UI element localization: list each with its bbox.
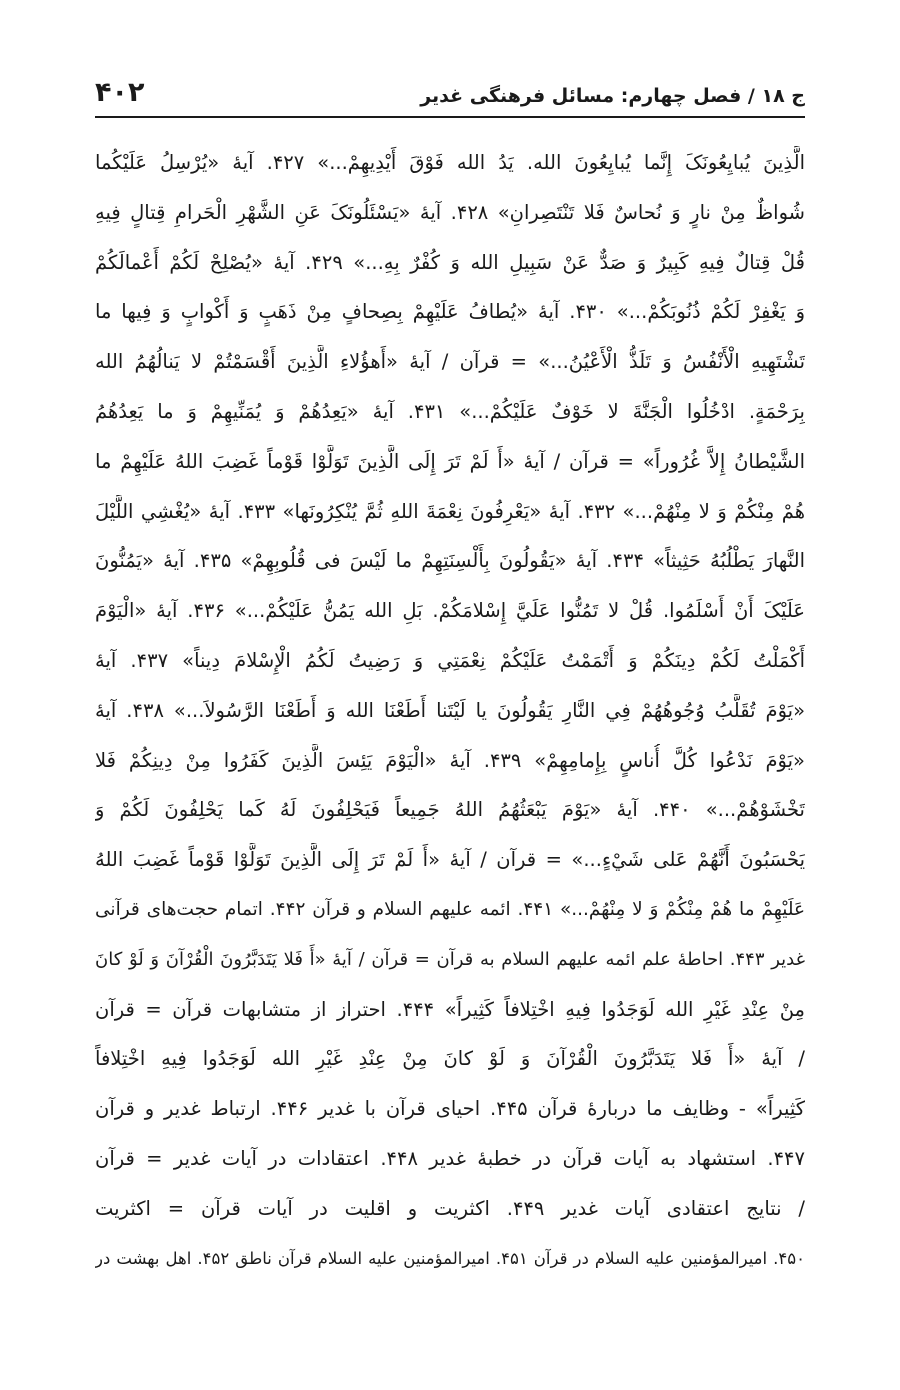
text-line: / نتایج اعتقادی آیات غدیر ۴۴۹. اکثریت و اقلیت در آیات قرآن = اکثریت xyxy=(95,1196,805,1220)
running-header-title: ج ۱۸ / فصل چهارم: مسائل فرهنگی غدیر xyxy=(420,85,805,107)
text-line: ۴۴۷. استشهاد به آیات قرآن در خطبۀ غدیر ۴۴۸. اعتقادات در آیات غدیر = قرآن xyxy=(95,1146,805,1170)
text-line: عَلَيْکَ أَنْ أَسْلَمُوا. قُلْ لا تَمُنُّوا عَلَيَّ إِسْلامَكُمْ. بَلِ الله يَمُنُّ عَلَيْكُمْ...» ۴۳۶. آيۀ «الْيَوْمَ xyxy=(95,599,805,623)
text-line: / آيۀ «أَ فَلا يَتَدَبَّرُونَ الْقُرْآنَ وَ لَوْ كانَ مِنْ عِنْدِ غَيْرِ الله لَوَجَدُوا فِيهِ اخْتِلافاً xyxy=(95,1047,805,1071)
text-line: شُواظٌ مِنْ نارٍ وَ نُحاسٌ فَلا تَنْتَصِرانِ» ۴۲۸. آيۀ «يَسْئَلُونَکَ عَنِ الشَّهْرِ الْحَرامِ قِتالٍ فِيهِ xyxy=(95,200,805,224)
text-line: قُلْ قِتالٌ فِيهِ كَبِيرٌ وَ صَدٌّ عَنْ سَبِيلِ الله وَ كُفْرٌ بِهِ...» ۴۲۹. آيۀ «يُصْلِحْ لَكُمْ أَعْمالَكُمْ xyxy=(95,250,805,274)
header-divider xyxy=(95,116,805,118)
page-number: ۴۰۲ xyxy=(95,77,145,108)
text-line: وَ يَغْفِرْ لَكُمْ ذُنُوبَكُمْ...» ۴۳۰. آيۀ «يُطافُ عَلَيْهِمْ بِصِحافٍ مِنْ ذَهَبٍ وَ أَكْوابٍ وَ فِيها ما xyxy=(95,300,805,324)
text-line: الشَّيْطانُ إِلاَّ غُرُوراً» = قرآن / آيۀ «أَ لَمْ تَرَ إِلَى الَّذِينَ تَوَلَّوْا قَوْماً غَضِبَ اللهُ عَلَيْهِمْ ما xyxy=(95,449,805,473)
text-line: هُمْ مِنْكُمْ وَ لا مِنْهُمْ...» ۴۳۲. آيۀ «يَعْرِفُونَ نِعْمَةَ اللهِ ثُمَّ يُنْكِرُونَها» ۴۳۳. آيۀ «يُغْشِي اللَّيْلَ xyxy=(95,499,805,523)
text-line: ۴۵۰. امیرالمؤمنین علیه السلام در قرآن ۴۵۱. امیرالمؤمنین علیه السلام قرآن ناطق ۴۵۲. اهل بهشت در xyxy=(95,1248,805,1268)
text-line: بِرَحْمَةٍ. ادْخُلُوا الْجَنَّةَ لا خَوْفٌ عَلَيْكُمْ...» ۴۳۱. آيۀ «يَعِدُهُمْ وَ يُمَنِّيهِمْ وَ ما يَعِدُهُمُ xyxy=(95,399,805,423)
text-line: النَّهارَ يَطْلُبُهُ حَثِيثاً» ۴۳۴. آيۀ «يَقُولُونَ بِأَلْسِنَتِهِمْ ما لَيْسَ فی قُلُوبِهِمْ» ۴۳۵. آيۀ «يَمُنُّونَ xyxy=(95,549,805,573)
text-line: كَثِيراً» - وظايف ما دربارۀ قرآن ۴۴۵. احیای قرآن با غدیر ۴۴۶. ارتباط غدیر و قرآن xyxy=(95,1097,805,1121)
text-line: أَكْمَلْتُ لَكُمْ دِينَكُمْ وَ أَتْمَمْتُ عَلَيْكُمْ نِعْمَتِي وَ رَضِيتُ لَكُمُ الْإِسْلامَ دِيناً» ۴۳۷. آيۀ xyxy=(95,648,805,672)
text-line: «يَوْمَ تُقَلَّبُ وُجُوهُهُمْ فِي النَّارِ يَقُولُونَ يا لَيْتَنا أَطَعْنَا الله وَ أَطَعْنَا الرَّسُولاَ...» ۴۳۸. آيۀ xyxy=(95,698,805,722)
text-line: تَشْتَهِيهِ الْأَنْفُسُ وَ تَلَذُّ الْأَعْيُنُ...» = قرآن / آيۀ «أَهؤُلاءِ الَّذِينَ أَقْسَمْتُمْ لا يَنالُهُمُ الله xyxy=(95,350,805,374)
body-text xyxy=(95,146,805,1291)
text-line: تَخْشَوْهُمْ...» ۴۴۰. آيۀ «يَوْمَ يَبْعَثُهُمُ اللهُ جَمِيعاً فَيَحْلِفُونَ لَهُ كَما يَحْلِفُونَ لَكُمْ وَ xyxy=(95,798,805,822)
text-line: يَحْسَبُونَ أَنَّهُمْ عَلى شَيْءٍ...» = قرآن / آيۀ «أَ لَمْ تَرَ إِلَى الَّذِينَ تَوَلَّوْا قَوْماً غَضِبَ اللهُ xyxy=(95,848,805,872)
running-header xyxy=(95,62,805,106)
text-line: مِنْ عِنْدِ غَيْرِ الله لَوَجَدُوا فِيهِ اخْتِلافاً كَثِيراً» ۴۴۴. احتراز از متشابهات قرآن = قرآن xyxy=(95,997,805,1021)
text-line: الَّذِينَ يُبايِعُونَکَ إِنَّما يُبايِعُونَ الله. يَدُ الله فَوْقَ أَيْدِيهِمْ...» ۴۲۷. آيۀ «يُرْسِلُ عَلَيْكُما xyxy=(95,151,805,174)
text-line: عَلَيْهِمْ ما هُمْ مِنْكُمْ وَ لا مِنْهُمْ...» ۴۴۱. ائمه علیهم السلام و قرآن ۴۴۲. اتمام حجت‌های قرآنی xyxy=(95,898,805,920)
text-line: غدیر ۴۴۳. احاطۀ علم ائمه علیهم السلام به قرآن = قرآن / آيۀ «أَ فَلا يَتَدَبَّرُونَ الْقُرْآنَ وَ لَوْ كانَ xyxy=(95,948,805,970)
text-line: «يَوْمَ نَدْعُوا كُلَّ أُناسٍ بِإِمامِهِمْ» ۴۳۹. آيۀ «الْيَوْمَ يَئِسَ الَّذِينَ كَفَرُوا مِنْ دِينِكُمْ فَلا xyxy=(95,748,805,772)
